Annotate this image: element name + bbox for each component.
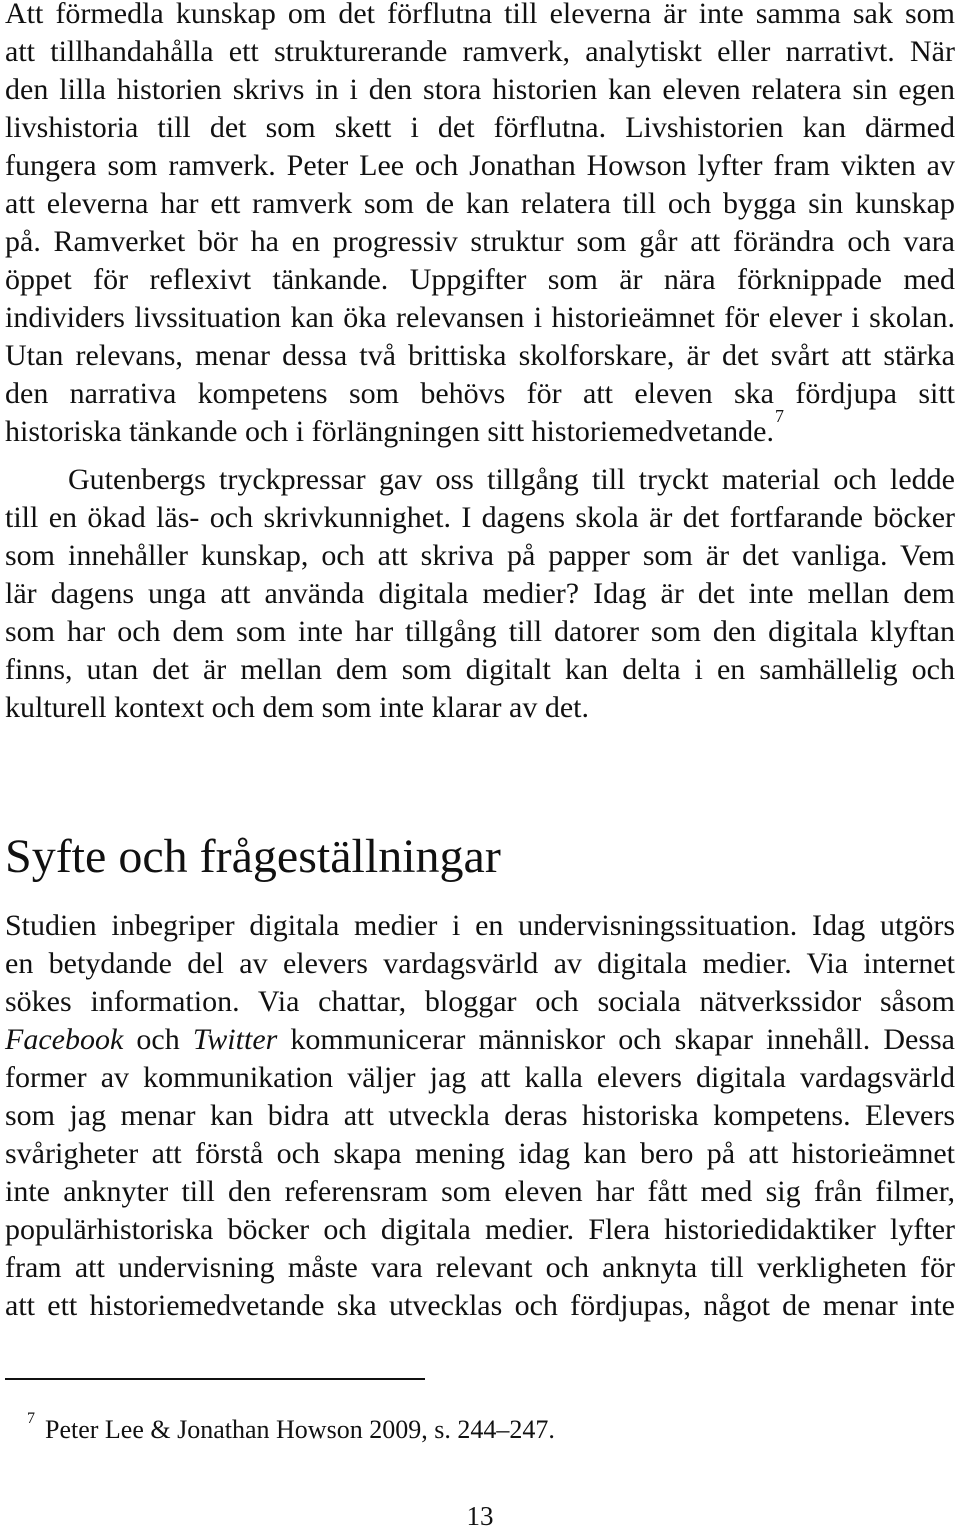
footnote-reference: 7 <box>774 406 784 426</box>
text-segment: historiska tänkande och i förlängningen sitt historiemedvetande. <box>5 415 774 448</box>
text-segment: och <box>123 1023 193 1056</box>
text-line: Studien inbegriper digitala medier i en undervisningssituation. Idag utgörs <box>5 909 955 942</box>
page-number: 13 <box>466 1501 494 1531</box>
text-line: att eleverna har ett ramverk som de kan relatera till och bygga sin kunskap <box>5 187 955 220</box>
text-line: en betydande del av elevers vardagsvärld av digitala medier. Via internet <box>5 947 955 980</box>
text-line: den narrativa kompetens som behövs för att eleven ska fördjupa sitt <box>5 377 955 410</box>
text-line: individers livssituation kan öka relevansen i historieämnet för elever i skolan. <box>5 301 955 334</box>
text-line: populärhistoriska böcker och digitala medier. Flera historiedidaktiker lyfter <box>5 1213 955 1246</box>
text-line: fram att undervisning måste vara relevant och anknyta till verkligheten för <box>5 1251 955 1284</box>
text-line: som jag menar kan bidra att utveckla deras historiska kompetens. Elevers <box>5 1099 955 1132</box>
text-line: Gutenbergs tryckpressar gav oss tillgång till tryckt material och ledde <box>68 463 955 496</box>
body-paragraph <box>5 0 955 451</box>
text-segment: kommunicerar människor och skapar innehåll. Dessa <box>277 1023 955 1056</box>
text-line: Utan relevans, menar dessa två brittiska skolforskare, är det svårt att stärka <box>5 339 955 372</box>
text-line: att ett historiemedvetande ska utvecklas och fördjupas, något de menar inte <box>5 1289 955 1322</box>
text-line: som innehåller kunskap, och att skriva på papper som är det vanliga. Vem <box>5 539 955 572</box>
section-paragraph <box>5 907 955 1325</box>
text-line <box>5 406 955 451</box>
section-heading: Syfte och frågeställningar <box>5 830 501 883</box>
text-line: att tillhandahålla ett strukturerande ramverk, analytiskt eller narrativt. När <box>5 35 955 68</box>
italic-title: Twitter <box>192 1023 278 1056</box>
italic-title: Facebook <box>5 1023 124 1056</box>
text-line: kulturell kontext och dem som inte klarar av det. <box>5 691 590 724</box>
footnote: 7 Peter Lee & Jonathan Howson 2009, s. 244–247. <box>27 1410 555 1444</box>
text-line: former av kommunikation väljer jag att kalla elevers digitala vardagsvärld <box>5 1061 955 1094</box>
footnote-separator <box>5 1378 425 1380</box>
body-paragraph <box>5 461 955 727</box>
text-line: lär dagens unga att använda digitala medier? Idag är det inte mellan dem <box>5 577 955 610</box>
text-line: inte anknyter till den referensram som eleven har fått med sig från filmer, <box>5 1175 955 1208</box>
text-line: den lilla historien skrivs in i den stora historien kan eleven relatera sin egen <box>5 73 955 106</box>
text-line: livshistoria till det som skett i det förflutna. Livshistorien kan därmed <box>5 111 955 144</box>
text-line: Att förmedla kunskap om det förflutna till eleverna är inte samma sak som <box>5 0 955 30</box>
text-line: sökes information. Via chattar, bloggar och sociala nätverkssidor såsom <box>5 985 955 1018</box>
text-line: svårigheter att förstå och skapa mening idag kan bero på att historieämnet <box>5 1137 955 1170</box>
text-line: på. Ramverket bör ha en progressiv struktur som går att förändra och vara <box>5 225 955 258</box>
text-line: fungera som ramverk. Peter Lee och Jonathan Howson lyfter fram vikten av <box>5 149 955 182</box>
text-line: till en ökad läs- och skrivkunnighet. I dagens skola är det fortfarande böcker <box>5 501 955 534</box>
footnote-text: Peter Lee & Jonathan Howson 2009, s. 244–247. <box>45 1415 555 1444</box>
text-line <box>5 1021 955 1059</box>
text-line: som har och dem som inte har tillgång till datorer som den digitala klyftan <box>5 615 955 648</box>
text-line: finns, utan det är mellan dem som digitalt kan delta i en samhällelig och <box>5 653 955 686</box>
text-line: öppet för reflexivt tänkande. Uppgifter som är nära förknippade med <box>5 263 955 296</box>
